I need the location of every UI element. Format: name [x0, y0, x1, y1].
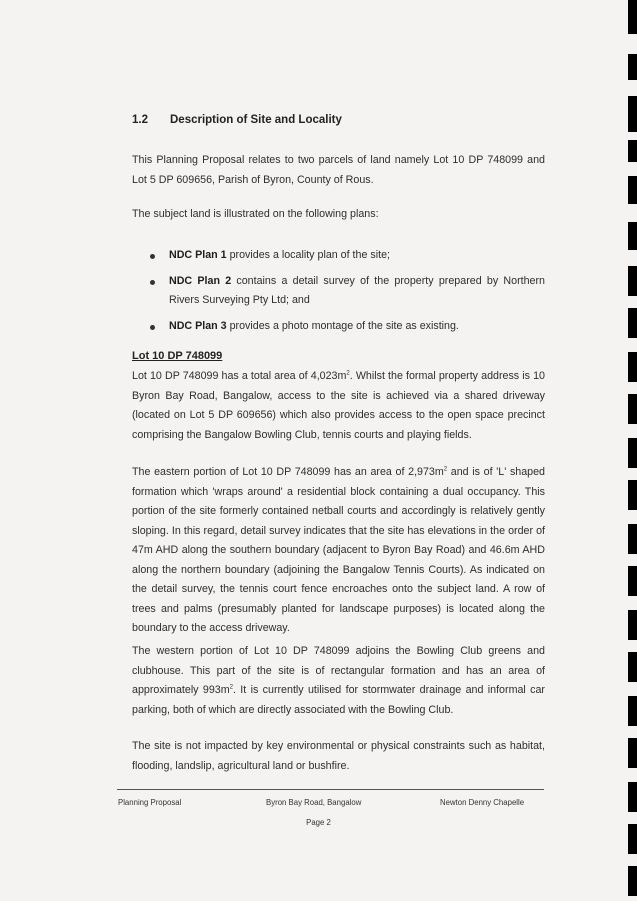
plan-name: NDC Plan 1: [169, 249, 227, 261]
plans-list: [150, 246, 545, 336]
footer-left: Planning Proposal: [118, 798, 182, 807]
plan-name: NDC Plan 2: [169, 274, 232, 287]
plan-description: provides a locality plan of the site;: [226, 249, 390, 261]
scan-mark: [628, 524, 637, 554]
lot-area-paragraph: [132, 367, 545, 445]
section-title: Description of Site and Locality: [170, 114, 342, 126]
scan-mark: [628, 738, 637, 768]
scan-mark: [628, 140, 637, 162]
scan-mark: [628, 480, 637, 510]
scan-mark: [628, 308, 637, 338]
list-item: [150, 317, 545, 337]
plan-description: contains a detail survey of the property prepared by Northern Rivers Surveying Pty Ltd; and: [169, 274, 545, 306]
scan-mark: [628, 394, 637, 424]
scan-mark: [628, 696, 637, 726]
scan-mark: [628, 266, 637, 296]
bullet-icon: [150, 254, 155, 259]
scan-mark: [628, 176, 637, 204]
scan-mark: [628, 782, 637, 812]
bullet-icon: [150, 280, 155, 285]
intro-paragraph: This Planning Proposal relates to two parcels of land namely Lot 10 DP 748099 and Lot 5 DP 609656, Parish of Byron, County of Rous.: [132, 154, 545, 186]
list-item: [150, 246, 545, 266]
text-run: . Whilst the formal property address is 10 Byron Bay Road, Bangalow, access to the site is achieved via a shared driveway (located on Lot 5 DP 609656) which also provides access to the open space precinct comprising the Bangalow Bowling Club, tennis courts and playing fields.: [132, 370, 545, 441]
scan-mark: [628, 610, 637, 640]
bullet-icon: [150, 325, 155, 330]
constraints-paragraph: The site is not impacted by key environmental or physical constraints such as habitat, flooding, landslip, agricultural land or bushfire.: [132, 740, 545, 772]
scan-mark: [628, 652, 637, 682]
footer-right: Newton Denny Chapelle: [440, 798, 525, 807]
text-run: Lot 10 DP 748099 has a total area of 4,023m: [132, 370, 347, 382]
text-run: The western portion of Lot 10 DP 748099 adjoins the Bowling Club greens and clubhouse. This part of the site is of rectangular formation and has an area of approximately 993m: [132, 645, 545, 696]
scan-mark: [628, 0, 637, 34]
text-run: . It is currently utilised for stormwater drainage and informal car parking, both of which are directly associated with the Bowling Club.: [132, 684, 545, 716]
eastern-portion-paragraph: [132, 463, 545, 639]
plans-intro-paragraph: The subject land is illustrated on the following plans:: [132, 208, 379, 220]
scan-mark: [628, 866, 637, 896]
superscript: 2: [443, 466, 448, 473]
scan-mark: [628, 438, 637, 468]
text-run: and is of 'L' shaped formation which 'wraps around' a residential block containing a dual occupancy. This portion of the site formerly contained netball courts and accordingly is relatively gently sloping. In this regard, detail survey indicates that the site has elevations in the order of 47m AHD along the southern boundary (adjacent to Byron Bay Road) and 46.6m AHD along the northern boundary (adjoining the Bangalow Tennis Courts). As indicated on the detail survey, the tennis court fence encroaches onto the subject land. A row of trees and palms (presumably planted for landscape purposes) is located along the boundary to the access driveway.: [132, 466, 546, 634]
lot-subheading: Lot 10 DP 748099: [132, 350, 223, 362]
section-heading: [132, 114, 342, 126]
plan-name: NDC Plan 3: [169, 319, 227, 332]
text-run: The eastern portion of Lot 10 DP 748099 has an area of 2,973m: [132, 466, 444, 478]
list-item: [150, 272, 545, 311]
plan-description: provides a photo montage of the site as existing.: [226, 319, 459, 332]
superscript: 2: [346, 370, 350, 377]
scan-mark: [628, 96, 637, 132]
footer-divider: [117, 789, 544, 790]
page-number: Page 2: [306, 818, 331, 827]
footer-center: Byron Bay Road, Bangalow: [266, 798, 362, 807]
scan-mark: [628, 566, 637, 596]
scan-mark: [628, 352, 637, 382]
scan-mark: [628, 54, 637, 80]
scan-mark: [628, 824, 637, 854]
western-portion-paragraph: [132, 642, 545, 720]
scan-mark: [628, 222, 637, 250]
superscript: 2: [229, 684, 233, 691]
section-number: 1.2: [132, 114, 148, 126]
